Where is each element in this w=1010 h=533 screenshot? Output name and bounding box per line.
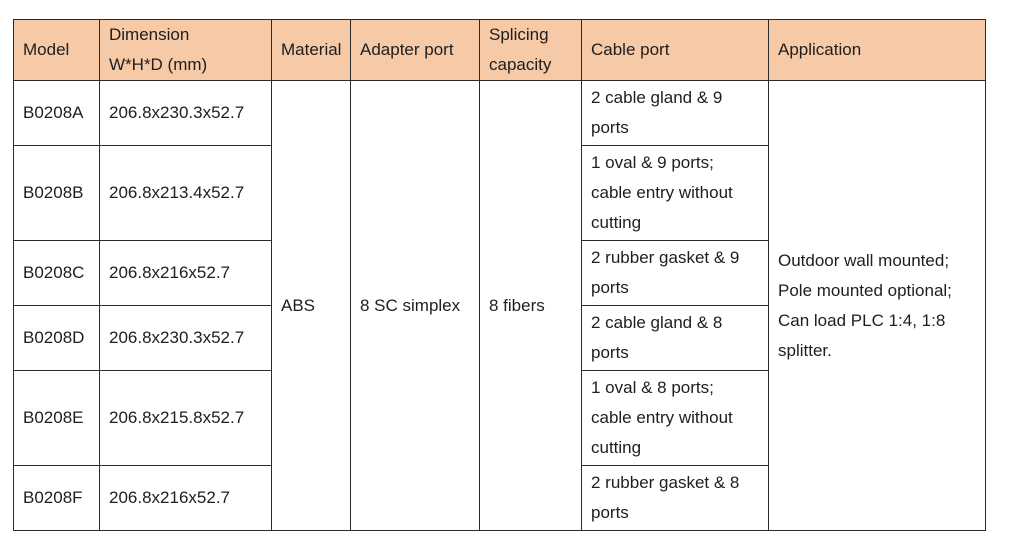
dimension-cell: 206.8x216x52.7 [100, 466, 272, 531]
cable-port-cell [582, 371, 769, 466]
header-adapter-port-label: Adapter port [360, 40, 454, 59]
cable-port-cell [582, 306, 769, 371]
cable-port-line: 2 cable gland & 9 [591, 88, 723, 107]
header-splicing-line1: Splicing [489, 25, 549, 44]
dimension-cell: 206.8x215.8x52.7 [100, 371, 272, 466]
material-cell: ABS [272, 81, 351, 531]
cable-port-line: cable entry without [591, 183, 733, 202]
header-adapter-port [351, 20, 480, 81]
header-model-label: Model [23, 40, 70, 59]
cable-port-line: ports [591, 118, 629, 137]
header-dimension-line1: Dimension [109, 25, 190, 44]
header-splicing-capacity [480, 20, 582, 81]
header-application-label: Application [778, 40, 862, 59]
dimension-cell: 206.8x213.4x52.7 [100, 146, 272, 241]
header-material [272, 20, 351, 81]
header-application [769, 20, 986, 81]
application-line: Pole mounted optional; [778, 280, 952, 300]
adapter-port-cell: 8 SC simplex [351, 81, 480, 531]
dimension-cell: 206.8x216x52.7 [100, 241, 272, 306]
application-cell [769, 81, 986, 531]
dimension-cell: 206.8x230.3x52.7 [100, 81, 272, 146]
application-line: Outdoor wall mounted; [778, 250, 950, 270]
header-dimension [100, 20, 272, 81]
cable-port-line: ports [591, 503, 629, 522]
header-splicing-line2: capacity [489, 55, 552, 74]
header-cable-port [582, 20, 769, 81]
header-model [14, 20, 100, 81]
cable-port-cell [582, 146, 769, 241]
dimension-cell: 206.8x230.3x52.7 [100, 306, 272, 371]
model-cell: B0208B [14, 146, 100, 241]
cable-port-line: cutting [591, 213, 642, 232]
cable-port-line: 1 oval & 8 ports; [591, 378, 714, 397]
table-row [14, 81, 986, 146]
header-cable-port-label: Cable port [591, 40, 670, 59]
header-dimension-line2: W*H*D (mm) [109, 55, 208, 74]
cable-port-cell [582, 466, 769, 531]
cable-port-line: ports [591, 343, 629, 362]
application-line: Can load PLC 1:4, 1:8 [778, 310, 946, 330]
header-material-label: Material [281, 40, 342, 59]
model-cell: B0208D [14, 306, 100, 371]
cable-port-cell [582, 241, 769, 306]
cable-port-line: 2 rubber gasket & 9 [591, 248, 740, 267]
header-row [14, 20, 986, 81]
cable-port-cell [582, 81, 769, 146]
model-cell: B0208E [14, 371, 100, 466]
cable-port-line: cutting [591, 438, 642, 457]
cable-port-line: cable entry without [591, 408, 733, 427]
application-line: splitter. [778, 340, 832, 360]
model-cell: B0208F [14, 466, 100, 531]
model-cell: B0208C [14, 241, 100, 306]
cable-port-line: 2 rubber gasket & 8 [591, 473, 740, 492]
splicing-capacity-cell: 8 fibers [480, 81, 582, 531]
model-cell: B0208A [14, 81, 100, 146]
cable-port-line: 1 oval & 9 ports; [591, 153, 714, 172]
product-spec-table [13, 19, 986, 531]
cable-port-line: ports [591, 278, 629, 297]
cable-port-line: 2 cable gland & 8 [591, 313, 723, 332]
